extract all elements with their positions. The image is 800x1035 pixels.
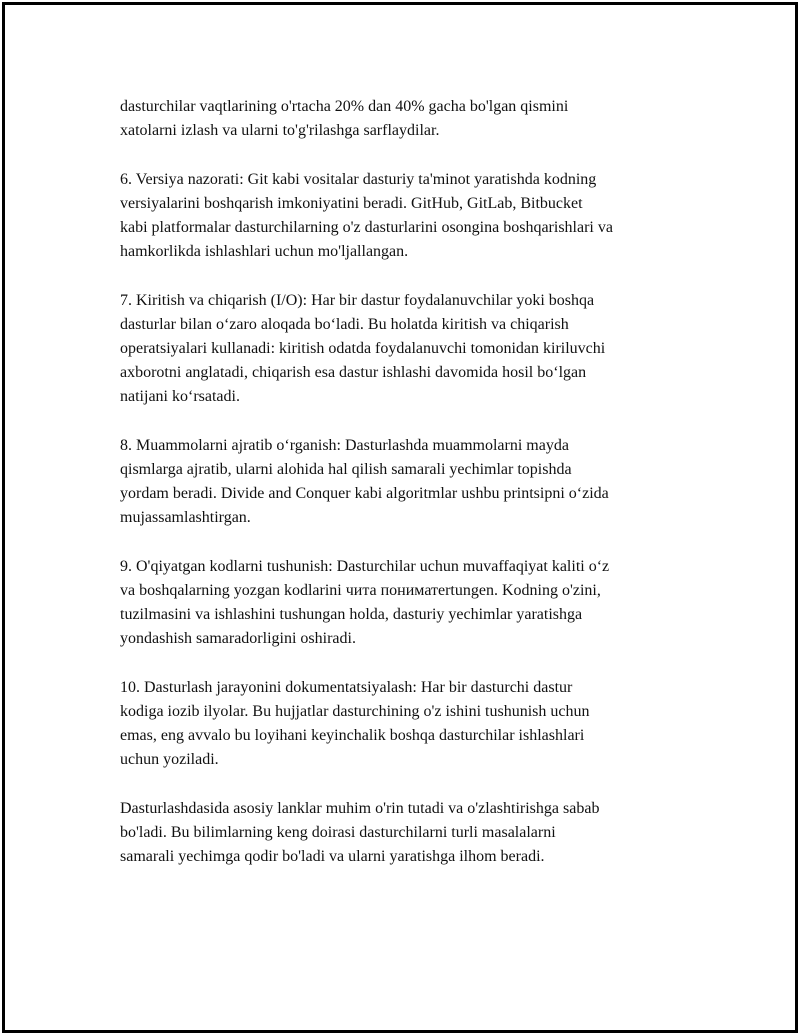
document-page	[2, 2, 798, 1033]
text-line: 9. O'qiyatgan kodlarni tushunish: Dasturchilar uchun muvaffaqiyat kaliti o‘z	[120, 557, 610, 575]
text-line: 8. Muammolarni ajratib o‘rganish: Dasturlashda muammolarni mayda	[120, 436, 569, 454]
text-line: xatolarni izlash va ularni to'g'rilashga sarflaydilar.	[120, 122, 440, 140]
text-line: Dasturlashdasida asosiy lanklar muhim o'rin tutadi va o'zlashtirishga sabab	[120, 799, 600, 817]
paragraph-conclusion	[120, 797, 695, 870]
paragraph-documentation	[120, 676, 695, 773]
text-line: bo'ladi. Bu bilimlarning keng doirasi dasturchilarni turli masalalarni	[120, 824, 556, 841]
paragraph-input-output	[120, 289, 695, 410]
text-line: yordam beradi. Divide and Conquer kabi algoritmlar ushbu printsipni o‘zida	[120, 485, 609, 503]
text-line: yondashish samaradorligini oshiradi.	[120, 630, 356, 648]
paragraph-reading-code	[120, 555, 695, 652]
paragraph-problem-decomposition	[120, 434, 695, 531]
text-line: kabi platformalar dasturchilarning o'z dasturlarini osongina boshqarishlari va	[120, 219, 613, 236]
text-line: mujassamlashtirgan.	[120, 509, 251, 527]
text-line: 10. Dasturlash jarayonini dokumentatsiyalash: Har bir dasturchi dastur	[120, 678, 573, 696]
text-line: tuzilmasini va ishlashini tushungan holda, dasturiy yechimlar yaratishga	[120, 606, 583, 624]
text-line: axborotni anglatadi, chiqarish esa dastur ishlashi davomida hosil bo‘lgan	[120, 364, 587, 382]
text-line: va boshqalarning yozgan kodlarini чита пониматertungen. Kodning o'zini,	[120, 582, 601, 599]
text-line: 6. Versiya nazorati: Git kabi vositalar dasturiy ta'minot yaratishda kodning	[120, 170, 597, 188]
text-line: uchun yoziladi.	[120, 751, 219, 769]
text-line: natijani ko‘rsatadi.	[120, 388, 240, 406]
text-line: 7. Kiritish va chiqarish (I/O): Har bir dastur foydalanuvchilar yoki boshqa	[120, 291, 595, 309]
text-line: emas, eng avvalo bu loyihani keyinchalik boshqa dasturchilar ishlashlari	[120, 727, 585, 745]
text-line: dasturchilar vaqtlarining o'rtacha 20% dan 40% gacha bo'lgan qismini	[120, 98, 569, 115]
paragraph-intro-continuation	[120, 95, 695, 143]
text-line: operatsiyalari kullanadi: kiritish odatda foydalanuvchi tomonidan kiriluvchi	[120, 340, 606, 357]
paragraph-version-control	[120, 168, 695, 265]
text-line: kodiga iozib ilyolar. Bu hujjatlar dasturchining o'z ishini tushunish uchun	[120, 703, 590, 720]
text-line: qismlarga ajratib, ularni alohida hal qilish samarali yechimlar topishda	[120, 461, 572, 478]
document-body	[120, 95, 695, 894]
text-line: dasturlar bilan o‘zaro aloqada bo‘ladi. Bu holatda kiritish va chiqarish	[120, 315, 569, 333]
text-line: samarali yechimga qodir bo'ladi va ularni yaratishga ilhom beradi.	[120, 848, 545, 866]
text-line: hamkorlikda ishlashlari uchun mo'ljallangan.	[120, 243, 409, 261]
text-line: versiyalarini boshqarish imkoniyatini beradi. GitHub, GitLab, Bitbucket	[120, 194, 583, 212]
